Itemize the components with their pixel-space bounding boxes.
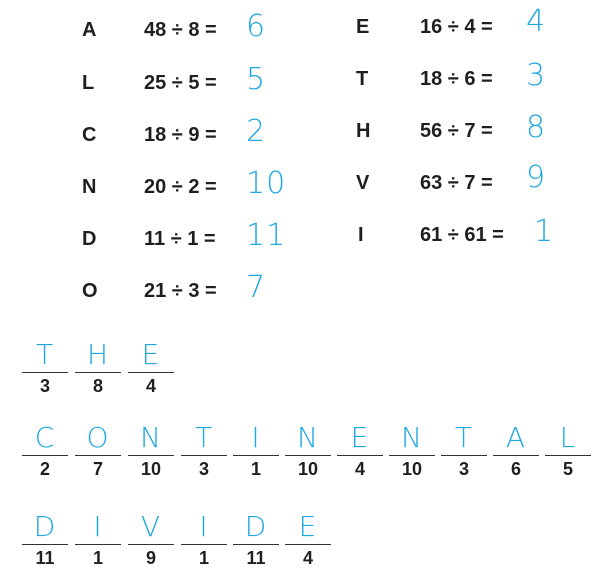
- division-expression: 63 ÷ 7 =: [420, 172, 493, 194]
- handwritten-answer: 8: [526, 110, 547, 145]
- answer-line: [128, 372, 174, 373]
- handwritten-answer: 2: [246, 114, 267, 149]
- problem-letter: C: [82, 124, 97, 146]
- division-expression: 18 ÷ 6 =: [420, 68, 493, 90]
- letter-slot: [441, 423, 487, 483]
- answer-line: [75, 455, 121, 456]
- handwritten-letter: T: [35, 338, 55, 371]
- division-expression: 11 ÷ 1 =: [144, 228, 216, 250]
- letter-slot: [22, 423, 68, 483]
- slot-number: 10: [140, 459, 162, 479]
- handwritten-letter: A: [505, 421, 527, 454]
- handwritten-answer: 4: [526, 4, 547, 39]
- handwritten-letter: D: [244, 510, 268, 543]
- handwritten-answer: 11: [246, 218, 287, 253]
- answer-line: [545, 455, 591, 456]
- slot-number: 1: [92, 548, 103, 568]
- slot-number: 9: [145, 548, 156, 568]
- letter-slot: [493, 423, 539, 483]
- handwritten-answer: 3: [526, 58, 547, 93]
- division-expression: 21 ÷ 3 =: [144, 280, 217, 302]
- answer-line: [75, 372, 121, 373]
- handwritten-letter: L: [559, 421, 577, 454]
- handwritten-letter: I: [93, 510, 103, 543]
- letter-slot: [75, 512, 121, 572]
- handwritten-letter: T: [194, 421, 214, 454]
- handwritten-letter: I: [251, 421, 261, 454]
- slot-number: 2: [39, 459, 50, 479]
- division-expression: 48 ÷ 8 =: [144, 19, 217, 41]
- handwritten-letter: N: [140, 421, 162, 454]
- problem-letter: H: [356, 120, 371, 142]
- slot-number: 3: [198, 459, 209, 479]
- letter-slot: [337, 423, 383, 483]
- division-expression: 20 ÷ 2 =: [144, 176, 217, 198]
- answer-line: [233, 455, 279, 456]
- problem-letter: E: [356, 16, 370, 38]
- slot-number: 4: [302, 548, 313, 568]
- answer-line: [389, 455, 435, 456]
- problem-letter: I: [358, 224, 364, 246]
- handwritten-letter: V: [140, 510, 162, 543]
- slot-number: 10: [297, 459, 319, 479]
- handwritten-letter: E: [350, 421, 370, 454]
- slot-number: 4: [145, 376, 156, 396]
- letter-slot: [181, 512, 227, 572]
- slot-number: 3: [39, 376, 50, 396]
- answer-line: [181, 544, 227, 545]
- division-expression: 16 ÷ 4 =: [420, 16, 493, 38]
- letter-slot: [75, 340, 121, 400]
- handwritten-letter: C: [34, 421, 56, 454]
- letter-slot: [181, 423, 227, 483]
- problem-letter: N: [82, 176, 97, 198]
- letter-slot: [22, 340, 68, 400]
- problem-letter: V: [356, 172, 370, 194]
- slot-number: 6: [510, 459, 521, 479]
- answer-line: [22, 544, 68, 545]
- problem-letter: L: [82, 72, 95, 94]
- slot-number: 1: [198, 548, 209, 568]
- letter-slot: [389, 423, 435, 483]
- answer-line: [285, 455, 331, 456]
- handwritten-answer: 1: [534, 214, 555, 249]
- slot-number: 10: [401, 459, 423, 479]
- handwritten-letter: H: [86, 338, 110, 371]
- slot-number: 11: [246, 548, 266, 568]
- problem-letter: T: [356, 68, 369, 90]
- division-expression: 56 ÷ 7 =: [420, 120, 493, 142]
- problem-letter: A: [82, 19, 97, 41]
- answer-line: [128, 455, 174, 456]
- handwritten-letter: E: [141, 338, 161, 371]
- handwritten-letter: T: [454, 421, 474, 454]
- answer-line: [337, 455, 383, 456]
- division-expression: 25 ÷ 5 =: [144, 72, 217, 94]
- handwritten-answer: 9: [526, 160, 547, 195]
- problem-letter: O: [82, 280, 98, 302]
- problem-letter: D: [82, 228, 97, 250]
- answer-line: [22, 372, 68, 373]
- letter-slot: [128, 512, 174, 572]
- slot-number: 8: [92, 376, 103, 396]
- answer-line: [493, 455, 539, 456]
- letter-slot: [128, 423, 174, 483]
- letter-slot: [22, 512, 68, 572]
- answer-line: [22, 455, 68, 456]
- slot-number: 5: [562, 459, 573, 479]
- answer-line: [181, 455, 227, 456]
- letter-slot: [545, 423, 591, 483]
- handwritten-letter: D: [33, 510, 57, 543]
- handwritten-letter: E: [298, 510, 318, 543]
- division-expression: 61 ÷ 61 =: [420, 224, 504, 246]
- answer-line: [233, 544, 279, 545]
- slot-number: 11: [35, 548, 55, 568]
- division-expression: 18 ÷ 9 =: [144, 124, 217, 146]
- letter-slot: [128, 340, 174, 400]
- handwritten-letter: N: [401, 421, 423, 454]
- slot-number: 3: [458, 459, 469, 479]
- slot-number: 7: [92, 459, 103, 479]
- handwritten-letter: N: [297, 421, 319, 454]
- answer-line: [128, 544, 174, 545]
- letter-slot: [75, 423, 121, 483]
- letter-slot: [233, 512, 279, 572]
- handwritten-letter: O: [86, 421, 110, 454]
- handwritten-answer: 5: [246, 62, 267, 97]
- handwritten-answer: 7: [246, 270, 267, 305]
- answer-line: [75, 544, 121, 545]
- letter-slot: [285, 423, 331, 483]
- handwritten-letter: I: [199, 510, 209, 543]
- handwritten-answer: 6: [246, 9, 267, 44]
- answer-line: [441, 455, 487, 456]
- slot-number: 4: [354, 459, 365, 479]
- handwritten-answer: 10: [246, 166, 287, 201]
- slot-number: 1: [250, 459, 261, 479]
- letter-slot: [233, 423, 279, 483]
- letter-slot: [285, 512, 331, 572]
- answer-line: [285, 544, 331, 545]
